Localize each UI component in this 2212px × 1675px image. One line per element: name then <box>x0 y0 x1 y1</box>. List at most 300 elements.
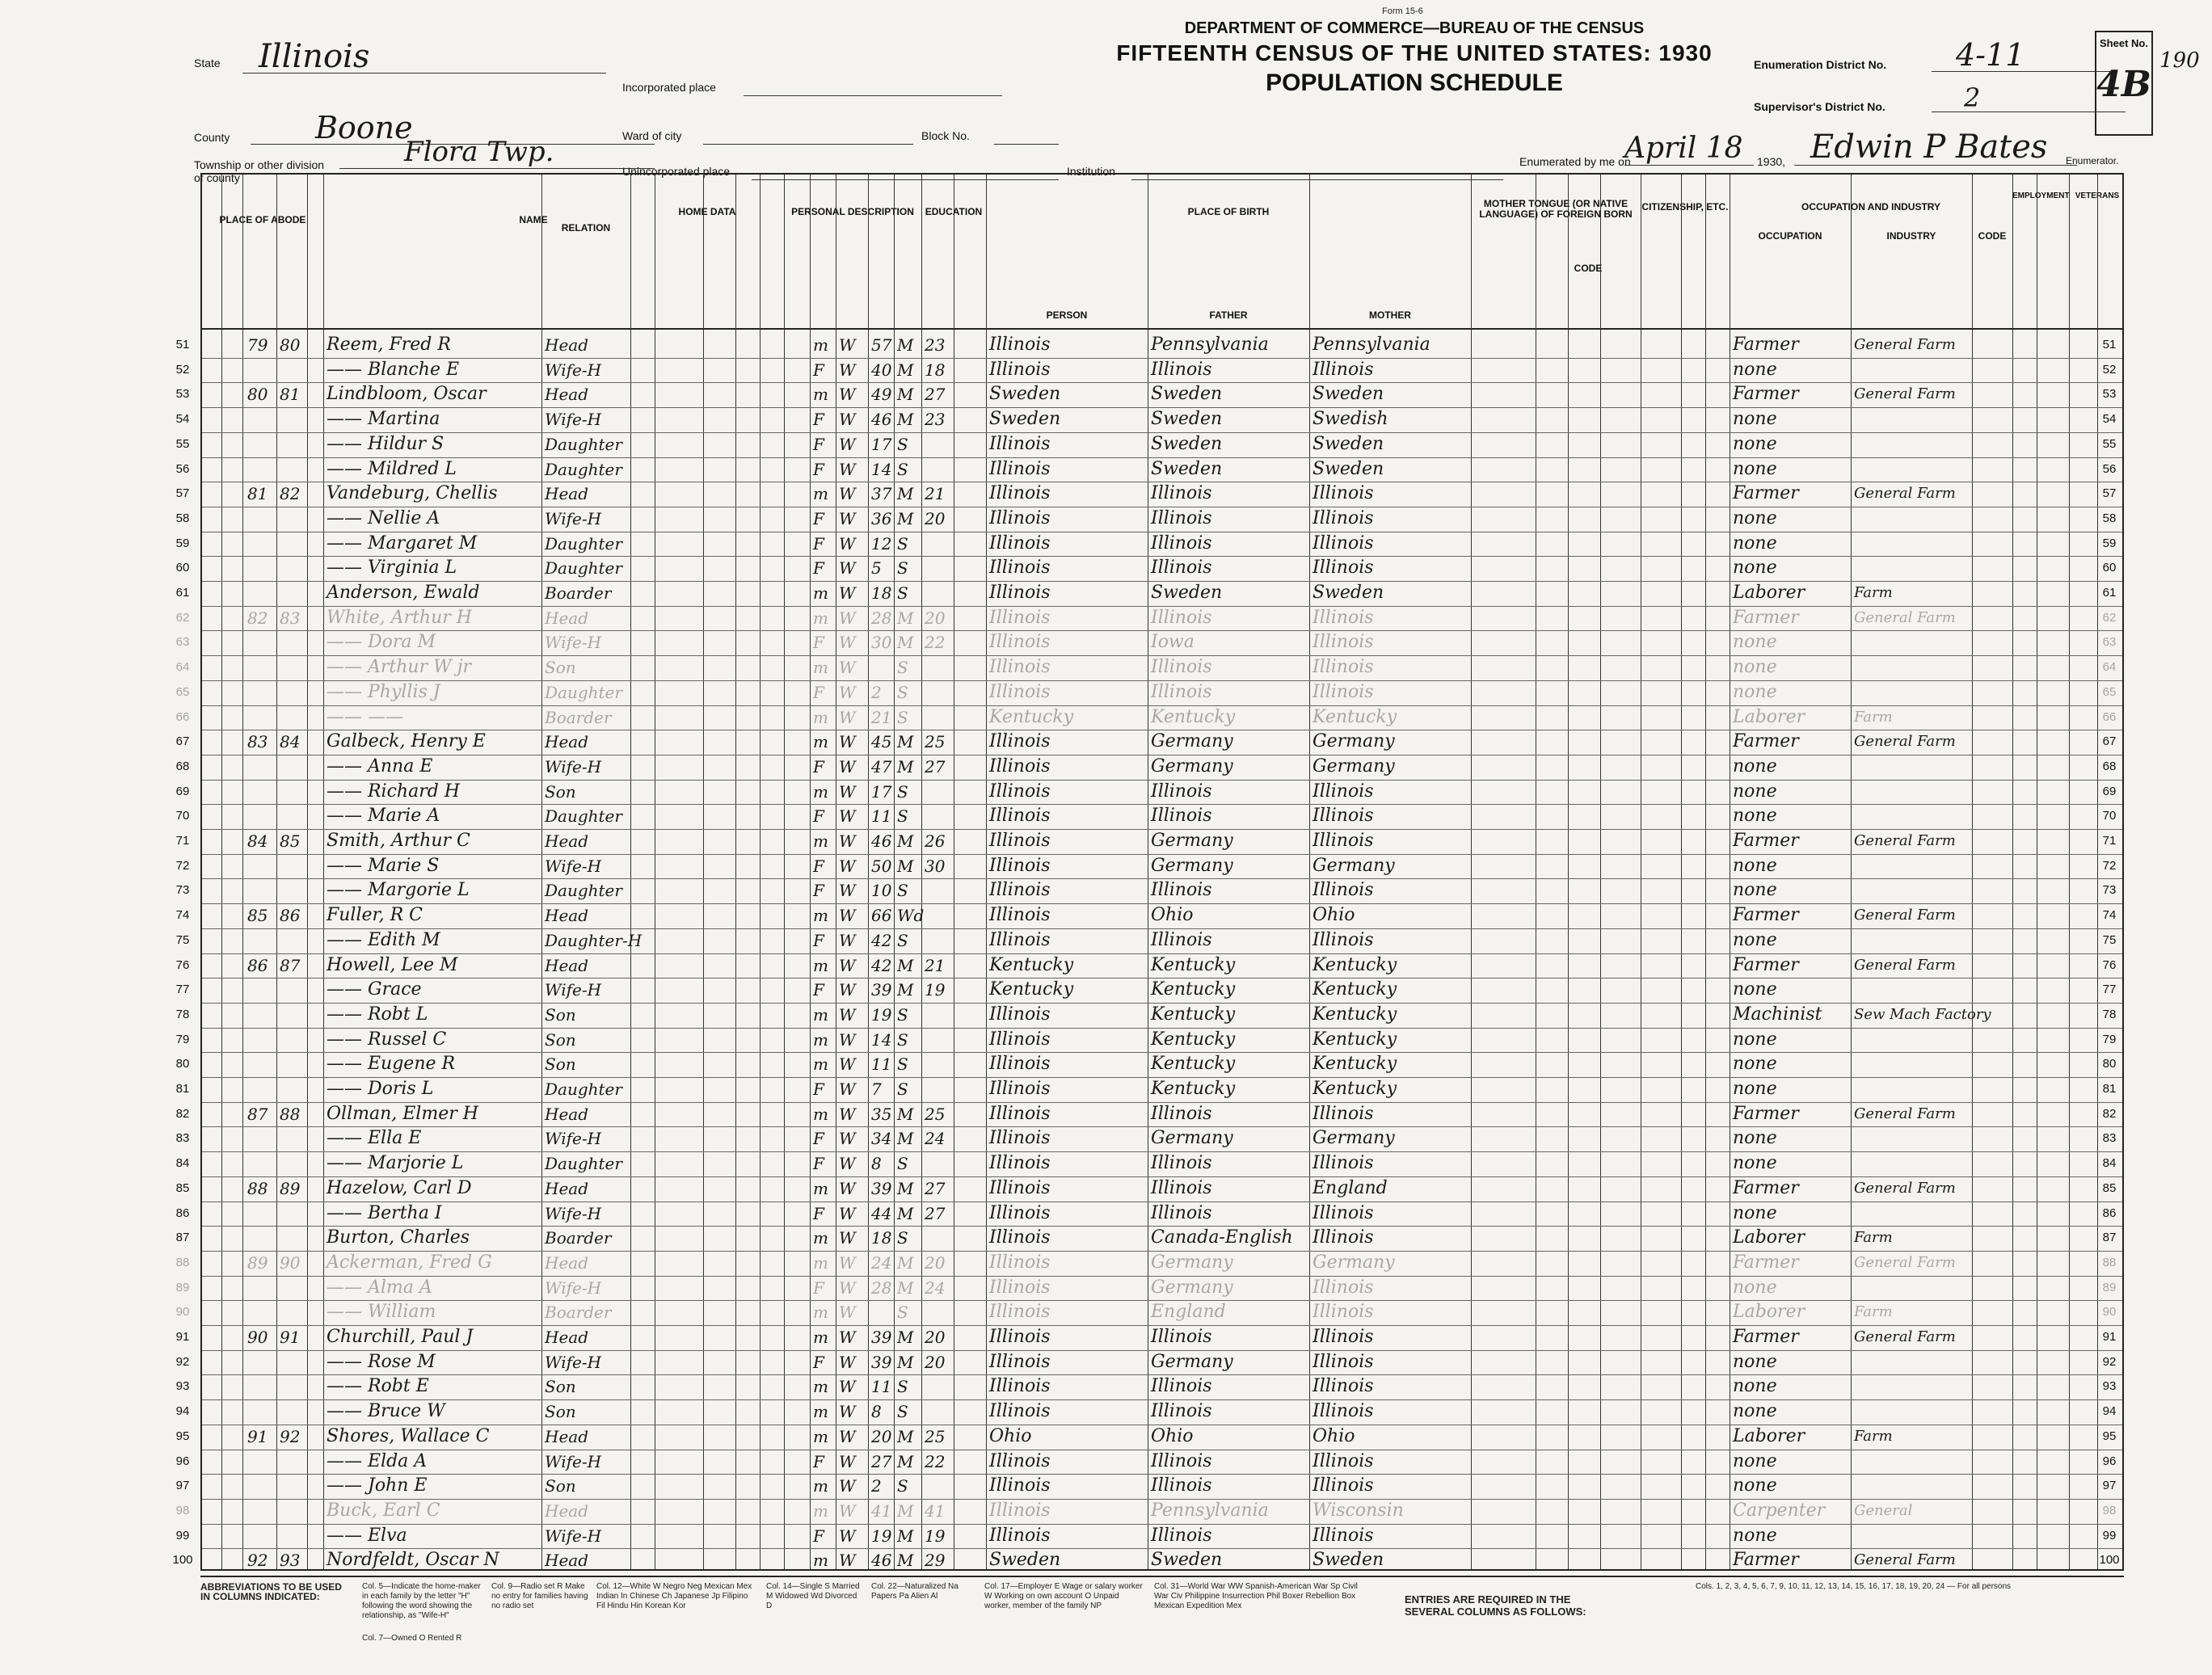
incorporated-field <box>744 78 1002 96</box>
cell-name: —— —— <box>327 706 403 727</box>
cell-age: 19 <box>871 1526 892 1546</box>
line-number-right: 81 <box>2102 1082 2117 1096</box>
cell-fbp: Germany <box>1151 755 1233 776</box>
abbrev-col7: Col. 7—Owned O Rented R <box>362 1634 462 1643</box>
cell-fbp: Sweden <box>1151 1550 1223 1571</box>
cell-rel: Wife-H <box>545 1352 602 1372</box>
line-number: 99 <box>175 1528 190 1542</box>
cell-occ: none <box>1733 359 1777 380</box>
cell-ind: General Farm <box>1854 1551 1956 1569</box>
cell-sex: m <box>813 732 828 752</box>
cell-sex: m <box>813 1303 828 1323</box>
line-number: 81 <box>175 1082 190 1096</box>
cell-rel: Head <box>545 1104 589 1124</box>
cell-mbp: Illinois <box>1312 1202 1374 1223</box>
line-number: 53 <box>175 387 190 402</box>
cell-mar: M <box>897 1526 914 1546</box>
line-number-right: 83 <box>2102 1131 2117 1146</box>
cell-mbp: Ohio <box>1312 905 1355 926</box>
cell-occ: none <box>1733 781 1777 802</box>
cell-rel: Daughter-H <box>545 930 643 950</box>
group-birth: PLACE OF BIRTH <box>1187 206 1270 217</box>
cell-race: W <box>839 1203 856 1223</box>
cell-bp: Illinois <box>989 507 1051 528</box>
line-number-right: 89 <box>2102 1280 2117 1294</box>
cell-age: 28 <box>871 1277 892 1298</box>
cell-race: W <box>839 533 856 553</box>
cell-name: —— Nellie A <box>327 507 440 528</box>
cell-fam: 88 <box>280 1104 301 1124</box>
cell-age1: 23 <box>925 410 946 430</box>
cell-occ: Farmer <box>1733 1103 1799 1124</box>
cell-ind: General Farm <box>1854 832 1956 849</box>
cell-name: —— Marie A <box>327 806 440 827</box>
cell-name: —— Robt E <box>327 1376 429 1397</box>
cell-occ: none <box>1733 1029 1777 1050</box>
cell-ind: General Farm <box>1854 907 1956 924</box>
cell-mbp: Illinois <box>1312 1450 1374 1471</box>
ed-label: Enumeration District No. <box>1754 58 1887 71</box>
cell-occ: none <box>1733 1351 1777 1372</box>
cell-rel: Wife-H <box>545 633 602 653</box>
cell-dw: 87 <box>247 1104 268 1124</box>
cell-fbp: Illinois <box>1151 607 1212 628</box>
cell-sex: m <box>813 955 828 975</box>
line-number: 90 <box>175 1305 190 1319</box>
cell-fbp: Sweden <box>1151 583 1223 603</box>
cell-rel: Daughter <box>545 806 622 827</box>
cell-mar: Wd <box>897 906 925 926</box>
cell-mar: M <box>897 608 914 628</box>
cell-rel: Head <box>545 1551 589 1571</box>
cell-fbp: Illinois <box>1151 507 1212 528</box>
cell-sex: F <box>813 1079 824 1099</box>
cell-mbp: Illinois <box>1312 607 1374 628</box>
cell-fam: 86 <box>280 906 301 926</box>
cell-name: Shores, Wallace C <box>327 1425 490 1446</box>
cell-occ: none <box>1733 1054 1777 1075</box>
cell-rel: Son <box>545 781 576 802</box>
cell-age: 24 <box>871 1252 892 1273</box>
cell-mar: S <box>897 1228 908 1248</box>
cell-race: W <box>839 484 856 504</box>
abbrev-col17: Col. 17—Employer E Wage or salary worker W Working on own account O Unpaid worker, member of the family NP <box>984 1582 1143 1610</box>
cell-sex: F <box>813 980 824 1000</box>
cell-race: W <box>839 980 856 1000</box>
cell-sex: m <box>813 1004 828 1025</box>
cell-name: —— Virginia L <box>327 558 457 579</box>
cell-mar: M <box>897 484 914 504</box>
line-number: 60 <box>175 561 190 575</box>
cell-fbp: Kentucky <box>1151 1079 1236 1099</box>
cell-mar: S <box>897 658 908 678</box>
cell-race: W <box>839 385 856 405</box>
cell-mbp: Illinois <box>1312 1475 1374 1496</box>
cell-rel: Daughter <box>545 459 622 479</box>
ed-field: 4-11 <box>1932 39 2117 72</box>
line-number-right: 72 <box>2102 858 2117 873</box>
line-number-right: 98 <box>2102 1503 2117 1517</box>
entries-text: Cols. 1, 2, 3, 4, 5, 6, 7, 9, 10, 11, 12, 13, 14, 15, 16, 17, 18, 19, 20, 24 — For all persons <box>1696 1582 2012 1591</box>
township-field: Flora Twp. <box>339 136 655 169</box>
cell-mar: M <box>897 1203 914 1223</box>
cell-occ: none <box>1733 1401 1777 1422</box>
cell-ind: Farm <box>1854 1303 1893 1321</box>
line-number: 59 <box>175 536 190 550</box>
cell-occ: Farmer <box>1733 831 1799 851</box>
subhead-mother: MOTHER <box>1369 309 1411 321</box>
cell-bp: Illinois <box>989 458 1051 479</box>
cell-ind: Farm <box>1854 1229 1893 1247</box>
cell-fbp: Germany <box>1151 831 1233 851</box>
cell-mbp: Germany <box>1312 1128 1395 1149</box>
cell-name: —— Martina <box>327 409 440 430</box>
cell-fbp: Sweden <box>1151 384 1223 405</box>
cell-mbp: Illinois <box>1312 806 1374 827</box>
cell-fam: 91 <box>280 1328 301 1347</box>
cell-race: W <box>839 1451 856 1471</box>
sd-label: Supervisor's District No. <box>1754 100 1885 113</box>
cell-race: W <box>839 1500 856 1521</box>
cell-bp: Illinois <box>989 1252 1051 1273</box>
cell-mar: S <box>897 707 908 727</box>
cell-name: Buck, Earl C <box>327 1500 440 1521</box>
line-number-right: 58 <box>2102 511 2117 525</box>
line-number-right: 96 <box>2102 1454 2117 1468</box>
cell-occ: Laborer <box>1733 583 1805 603</box>
cell-sex: F <box>813 533 824 553</box>
cell-bp: Ohio <box>989 1425 1032 1446</box>
cell-bp: Illinois <box>989 806 1051 827</box>
line-number-right: 76 <box>2102 957 2117 972</box>
cell-occ: Farmer <box>1733 483 1799 504</box>
cell-name: Galbeck, Henry E <box>327 731 486 752</box>
line-number-right: 70 <box>2102 809 2117 823</box>
cell-occ: Machinist <box>1733 1004 1822 1025</box>
cell-age1: 20 <box>925 508 946 528</box>
line-number: 97 <box>175 1479 190 1493</box>
census-title: FIFTEENTH CENSUS OF THE UNITED STATES: 1930 <box>1116 40 1713 65</box>
cell-mar: S <box>897 1154 908 1174</box>
cell-sex: F <box>813 1526 824 1546</box>
line-number-right: 68 <box>2102 759 2117 773</box>
cell-bp: Sweden <box>989 409 1061 430</box>
line-number: 93 <box>175 1379 190 1394</box>
line-number-right: 88 <box>2102 1255 2117 1269</box>
cell-sex: m <box>813 707 828 727</box>
cell-race: W <box>839 608 856 628</box>
cell-mbp: Illinois <box>1312 1401 1374 1422</box>
cell-mbp: Illinois <box>1312 632 1374 653</box>
cell-sex: F <box>813 410 824 430</box>
cell-age: 17 <box>871 434 892 454</box>
cell-name: Lindbloom, Oscar <box>327 384 487 405</box>
cell-sex: m <box>813 608 828 628</box>
cell-race: W <box>839 558 856 579</box>
line-number-right: 64 <box>2102 660 2117 675</box>
cell-age: 18 <box>871 583 892 603</box>
cell-race: W <box>839 1526 856 1546</box>
cell-mbp: Illinois <box>1312 532 1374 553</box>
group-relation: RELATION <box>561 222 611 234</box>
line-number: 95 <box>175 1429 190 1443</box>
line-number: 76 <box>175 957 190 972</box>
cell-rel: Head <box>545 955 589 975</box>
line-number: 63 <box>175 635 190 650</box>
cell-name: —— Blanche E <box>327 359 460 380</box>
cell-sex: m <box>813 1328 828 1347</box>
cell-occ: none <box>1733 409 1777 430</box>
cell-name: —— Marjorie L <box>327 1153 464 1174</box>
cell-race: W <box>839 658 856 678</box>
cell-sex: F <box>813 1352 824 1372</box>
cell-fbp: Illinois <box>1151 558 1212 579</box>
cell-mbp: England <box>1312 1177 1388 1198</box>
cell-fbp: Illinois <box>1151 1450 1212 1471</box>
line-number-right: 55 <box>2102 436 2117 451</box>
line-number-right: 99 <box>2102 1528 2117 1542</box>
cell-mbp: Illinois <box>1312 1351 1374 1372</box>
cell-mar: M <box>897 385 914 405</box>
cell-fbp: Illinois <box>1151 1177 1212 1198</box>
cell-ind: Sew Mach Factory <box>1854 1005 1991 1023</box>
cell-age: 2 <box>871 1476 882 1496</box>
cell-sex: F <box>813 1451 824 1471</box>
cell-age1: 27 <box>925 756 946 776</box>
cell-sex: m <box>813 658 828 678</box>
cell-rel: Head <box>545 1178 589 1198</box>
cell-race: W <box>839 1079 856 1099</box>
group-veterans: VETERANS <box>2075 191 2120 200</box>
cell-sex: m <box>813 1178 828 1198</box>
cell-age: 8 <box>871 1402 882 1422</box>
cell-name: —— Dora M <box>327 632 436 653</box>
sheet-number: 4B <box>2096 64 2151 105</box>
cell-bp: Illinois <box>989 731 1051 752</box>
cell-ind: General Farm <box>1854 1105 1956 1122</box>
cell-fam: 81 <box>280 385 301 405</box>
cell-mar: M <box>897 1178 914 1198</box>
cell-ind: Farm <box>1854 584 1893 601</box>
cell-age: 40 <box>871 360 892 380</box>
cell-age: 46 <box>871 831 892 851</box>
cell-sex: F <box>813 1203 824 1223</box>
cell-rel: Wife-H <box>545 360 602 380</box>
cell-race: W <box>839 955 856 975</box>
cell-age: 34 <box>871 1129 892 1149</box>
cell-fbp: Kentucky <box>1151 1054 1236 1075</box>
line-number-right: 56 <box>2102 461 2117 476</box>
cell-fbp: Germany <box>1151 1351 1233 1372</box>
cell-name: —— Edith M <box>327 929 440 950</box>
cell-mar: S <box>897 806 908 827</box>
cell-age: 44 <box>871 1203 892 1223</box>
cell-bp: Illinois <box>989 1128 1051 1149</box>
cell-fbp: Kentucky <box>1151 954 1236 975</box>
line-number-right: 53 <box>2102 387 2117 402</box>
cell-occ: none <box>1733 632 1777 653</box>
cell-name: —— Margorie L <box>327 880 470 901</box>
cell-rel: Wife-H <box>545 1451 602 1471</box>
line-number-right: 69 <box>2102 784 2117 798</box>
cell-mbp: Illinois <box>1312 1277 1374 1298</box>
cell-race: W <box>839 781 856 802</box>
cell-mbp: Germany <box>1312 855 1395 876</box>
cell-mbp: Sweden <box>1312 433 1384 454</box>
county-label: County <box>194 131 230 144</box>
cell-age1: 19 <box>925 980 946 1000</box>
cell-sex: F <box>813 558 824 579</box>
cell-rel: Wife-H <box>545 1129 602 1149</box>
cell-rel: Wife-H <box>545 1203 602 1223</box>
line-number: 68 <box>175 759 190 773</box>
line-number-right: 92 <box>2102 1354 2117 1369</box>
cell-sex: m <box>813 1500 828 1521</box>
line-number: 69 <box>175 784 190 798</box>
cell-age: 47 <box>871 756 892 776</box>
cell-age: 11 <box>871 1054 892 1075</box>
abbrev-col5: Col. 5—Indicate the home-maker in each family by the letter "H" following the word showing the relationship, as "Wife-H" <box>362 1582 481 1620</box>
cell-fbp: Pennsylvania <box>1151 1500 1269 1521</box>
cell-mbp: Sweden <box>1312 1550 1384 1571</box>
cell-age: 7 <box>871 1079 882 1099</box>
cell-mar: M <box>897 732 914 752</box>
cell-mar: S <box>897 583 908 603</box>
cell-mar: S <box>897 781 908 802</box>
line-number-right: 60 <box>2102 561 2117 575</box>
group-tongue: MOTHER TONGUE (OR NATIVE LANGUAGE) OF FOREIGN BORN <box>1479 198 1633 220</box>
line-number-right: 97 <box>2102 1479 2117 1493</box>
cell-mbp: Kentucky <box>1312 1029 1397 1050</box>
subhead-industry: INDUSTRY <box>1886 230 1936 242</box>
line-number-right: 54 <box>2102 412 2117 427</box>
cell-mbp: Germany <box>1312 731 1395 752</box>
cell-fbp: Iowa <box>1151 632 1194 653</box>
cell-occ: none <box>1733 806 1777 827</box>
cell-bp: Illinois <box>989 1202 1051 1223</box>
line-number-right: 65 <box>2102 684 2117 699</box>
cell-age: 66 <box>871 906 892 926</box>
cell-fbp: Ohio <box>1151 1425 1194 1446</box>
cell-rel: Daughter <box>545 682 622 702</box>
line-number-right: 93 <box>2102 1379 2117 1394</box>
cell-race: W <box>839 682 856 702</box>
incorporated-label: Incorporated place <box>622 81 716 94</box>
cell-age: 39 <box>871 1328 892 1347</box>
cell-race: W <box>839 360 856 380</box>
cell-race: W <box>839 1303 856 1323</box>
cell-fam: 89 <box>280 1178 301 1198</box>
state-label: State <box>194 57 221 69</box>
cell-sex: F <box>813 682 824 702</box>
cell-sex: F <box>813 434 824 454</box>
cell-mbp: Illinois <box>1312 929 1374 950</box>
cell-fbp: Illinois <box>1151 1525 1212 1546</box>
cell-age1: 27 <box>925 1178 946 1198</box>
cell-rel: Boarder <box>545 1303 612 1323</box>
line-number-right: 90 <box>2102 1305 2117 1319</box>
line-number: 88 <box>175 1255 190 1269</box>
cell-mar: S <box>897 558 908 579</box>
cell-occ: Farmer <box>1733 384 1799 405</box>
cell-age1: 41 <box>925 1500 946 1521</box>
line-number: 75 <box>175 932 190 947</box>
cell-age: 50 <box>871 856 892 876</box>
cell-name: —— Richard H <box>327 781 460 802</box>
cell-age: 8 <box>871 1154 882 1174</box>
sheet-label: Sheet No. <box>2100 37 2148 49</box>
cell-mbp: Illinois <box>1312 880 1374 901</box>
cell-occ: Carpenter <box>1733 1500 1826 1521</box>
line-number: 66 <box>175 709 190 724</box>
cell-occ: none <box>1733 1450 1777 1471</box>
cell-fbp: Germany <box>1151 731 1233 752</box>
cell-mbp: Illinois <box>1312 1227 1374 1248</box>
cell-age1: 20 <box>925 1352 946 1372</box>
cell-age: 49 <box>871 385 892 405</box>
line-number-right: 77 <box>2102 983 2117 997</box>
abbrev-col12: Col. 12—White W Negro Neg Mexican Mex Indian In Chinese Ch Japanese Jp Filipino Fil Hindu Hin Korean Kor <box>596 1582 752 1610</box>
cell-race: W <box>839 756 856 776</box>
line-number: 73 <box>175 883 190 898</box>
cell-mar: M <box>897 335 914 355</box>
institution-label: Institution <box>1067 165 1115 178</box>
cell-rel: Daughter <box>545 558 622 579</box>
department-heading: DEPARTMENT OF COMMERCE—BUREAU OF THE CENSUS <box>1184 19 1645 37</box>
cell-age1: 29 <box>925 1551 946 1571</box>
cell-occ: none <box>1733 929 1777 950</box>
cell-mar: M <box>897 1328 914 1347</box>
cell-rel: Son <box>545 1476 576 1496</box>
cell-occ: none <box>1733 507 1777 528</box>
cell-mbp: Illinois <box>1312 831 1374 851</box>
cell-race: W <box>839 1402 856 1422</box>
ward-field <box>703 126 913 145</box>
cell-age: 21 <box>871 707 892 727</box>
cell-mar: S <box>897 930 908 950</box>
cell-dw: 84 <box>247 831 268 851</box>
cell-dw: 90 <box>247 1328 268 1347</box>
cell-rel: Wife-H <box>545 856 602 876</box>
cell-occ: none <box>1733 657 1777 678</box>
cell-ind: General Farm <box>1854 1253 1956 1271</box>
line-number: 85 <box>175 1180 190 1195</box>
cell-dw: 92 <box>247 1551 268 1571</box>
cell-mar: M <box>897 1500 914 1521</box>
cell-mbp: Illinois <box>1312 1525 1374 1546</box>
cell-race: W <box>839 1426 856 1446</box>
line-number-right: 57 <box>2102 486 2117 501</box>
cell-name: —— Eugene R <box>327 1054 456 1075</box>
cell-mbp: Sweden <box>1312 583 1384 603</box>
cell-mar: M <box>897 831 914 851</box>
block-label: Block No. <box>921 129 970 142</box>
cell-mar: M <box>897 756 914 776</box>
cell-race: W <box>839 1352 856 1372</box>
cell-rel: Daughter <box>545 1079 622 1099</box>
cell-name: Ackerman, Fred G <box>327 1252 492 1273</box>
cell-name: Churchill, Paul J <box>327 1327 474 1347</box>
cell-rel: Boarder <box>545 1228 612 1248</box>
cell-occ: Farmer <box>1733 1252 1799 1273</box>
cell-mar: M <box>897 980 914 1000</box>
cell-occ: Farmer <box>1733 905 1799 926</box>
cell-sex: m <box>813 1252 828 1273</box>
abbrev-col9: Col. 9—Radio set R Make no entry for families having no radio set <box>491 1582 588 1610</box>
cell-name: —— Robt L <box>327 1004 428 1025</box>
line-number-right: 61 <box>2102 586 2117 600</box>
cell-race: W <box>839 881 856 901</box>
